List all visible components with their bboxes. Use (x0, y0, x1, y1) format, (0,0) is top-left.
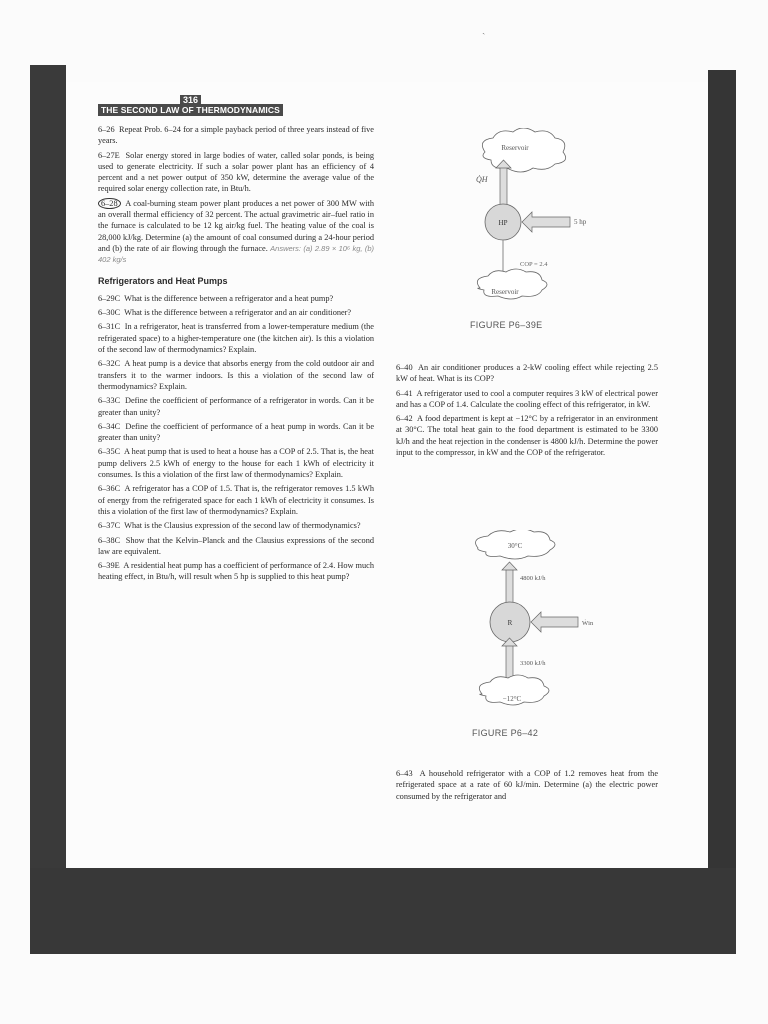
problem-6-30c: 6–30C What is the difference between a refrigerator and an air conditioner? (98, 308, 352, 318)
circled-problem-number: 6–28 (98, 198, 121, 209)
problem-6-31c: 6–31C In a refrigerator, heat is transferred from a lower-temperature medium (the refrigerated space) to a higher-temperature one (the kitchen air). Is this a violation of the second law of thermodynamics? Explain. (98, 322, 374, 355)
problem-6-27e: 6–27E Solar energy stored in large bodies of water, called solar ponds, is being used to generate electricity. If such a solar power plant has an efficiency of 4 percent and a net power output of 350 kW, determine the average value of the required solar energy collection rate, in Btu/h. (98, 150, 374, 194)
figure-p6-39e (460, 128, 620, 308)
heat-label: Q̇H (476, 175, 488, 184)
problem-6-38c: 6–38C Show that the Kelvin–Planck and the Clausius expressions of the second law are equivalent. (98, 535, 374, 556)
problem-6-36c: 6–36C A refrigerator has a COP of 1.5. That is, the refrigerator removes 1.5 kWh of energy from the refrigerated space for each 1 kWh of electricity it consumes. Is this a violation of the first law of thermodynamics? Explain. (98, 484, 374, 516)
problem-6-29c: 6–29C What is the difference between a refrigerator and a heat pump? (98, 293, 334, 303)
heat-out-head (502, 562, 517, 570)
hp-label: HP (498, 219, 508, 227)
cold-temp-label: −12°C (502, 695, 522, 703)
right-column-bottom (396, 768, 658, 805)
problem-6-43: 6–43 A household refrigerator with a COP of 1.2 removes heat from the refrigerated space at a rate of 60 kJ/min. Determine (a) the electric power consumed by the refrigerator and (396, 769, 658, 801)
work-in-arrow (531, 612, 578, 632)
work-arrow (522, 212, 570, 232)
stray-mark: ˏ (482, 24, 486, 35)
left-column (98, 124, 374, 586)
cop-label: COP = 2.4 (520, 261, 548, 268)
problem-6-42: 6–42 A food department is kept at −12°C by a refrigerator in an environment at 30°C. The total heat gain to the food department is estimated to be 3300 kJ/h and the heat rejection in the condenser is 4800 kJ/h. Determine the power input to the compressor, in kW and the COP of the refrigerator. (396, 414, 658, 458)
page-number: 316 (180, 95, 201, 105)
heat-arrow-shaft (500, 166, 507, 206)
bottom-reservoir-label: Reservoir (491, 288, 519, 296)
problem-6-34c: 6–34C Define the coefficient of performance of a heat pump in words. Can it be greater than unity? (98, 421, 375, 443)
answers: Answers: (a) 2.89 × 10⁶ kg, (b) 402 kg/s (98, 243, 374, 265)
problem-6-41: 6–41 A refrigerator used to cool a computer requires 3 kW of electrical power and has a COP of 1.4. Calculate the cooling effect of this refrigerator, in kW. (396, 388, 658, 409)
problem-6-32c: 6–32C A heat pump is a device that absorbs energy from the cold outdoor air and transfers it to the warmer indoors. Is this a violation of the second law of thermodynamics? Explain. (98, 359, 374, 391)
problem-6-39e: 6–39E A residential heat pump has a coefficient of performance of 2.4. How much heating effect, in Btu/h, will result when 5 hp is supplied to this heat pump? (98, 561, 374, 582)
hot-temp-label: 30°C (507, 542, 523, 550)
work-label: 5 hp (574, 218, 587, 226)
figure-39e-caption: FIGURE P6–39E (470, 320, 543, 330)
problem-6-28: 6–28 A coal-burning steam power plant produces a net power of 300 MW with an overall thermal efficiency of 32 percent. The actual gravimetric air–fuel ratio in the furnace is calculated to be 12 kg air/kg fuel. The heating value of the coal is 28,000 kJ/kg. Determine (a) the amount of coal consumed during a 24-hour period and (b) the rate of air flowing through the furnace. Answers: (a) 2.89 × 10⁶ kg, (b) 402 kg/s (98, 198, 374, 265)
figure-p6-42 (460, 530, 630, 720)
work-in-label: Ẇin (582, 620, 594, 627)
problem-6-33c: 6–33C Define the coefficient of performance of a refrigerator in words. Can it be greater than unity? (98, 396, 374, 417)
top-reservoir-label: Reservoir (501, 144, 529, 152)
refrigerator-label: R (507, 619, 513, 627)
chapter-header: THE SECOND LAW OF THERMODYNAMICS (98, 104, 283, 116)
right-column (396, 362, 658, 461)
problem-6-35c: 6–35C A heat pump that is used to heat a house has a COP of 2.5. That is, the heat pump delivers 2.5 kWh of energy to the house for each 1 kWh of electricity it consumes. Is this a violation of the first law of thermodynamics? Explain. (98, 447, 374, 480)
problem-6-26: 6–26 Repeat Prob. 6–24 for a simple payback period of three years instead of five years. (98, 125, 374, 146)
problem-6-37c: 6–37C What is the Clausius expression of the second law of thermodynamics? (98, 521, 361, 531)
figure-42-caption: FIGURE P6–42 (472, 728, 539, 738)
problem-6-40: 6–40 An air conditioner produces a 2-kW cooling effect while rejecting 2.5 kW of heat. What is its COP? (396, 363, 658, 384)
section-heading: Refrigerators and Heat Pumps (98, 275, 228, 286)
heat-out-label: 4800 kJ/h (520, 575, 546, 582)
scan-border-right (708, 70, 736, 950)
scan-border-bottom (30, 868, 736, 954)
scan-border-left (30, 65, 66, 945)
heat-in-label: 3300 kJ/h (520, 660, 546, 667)
